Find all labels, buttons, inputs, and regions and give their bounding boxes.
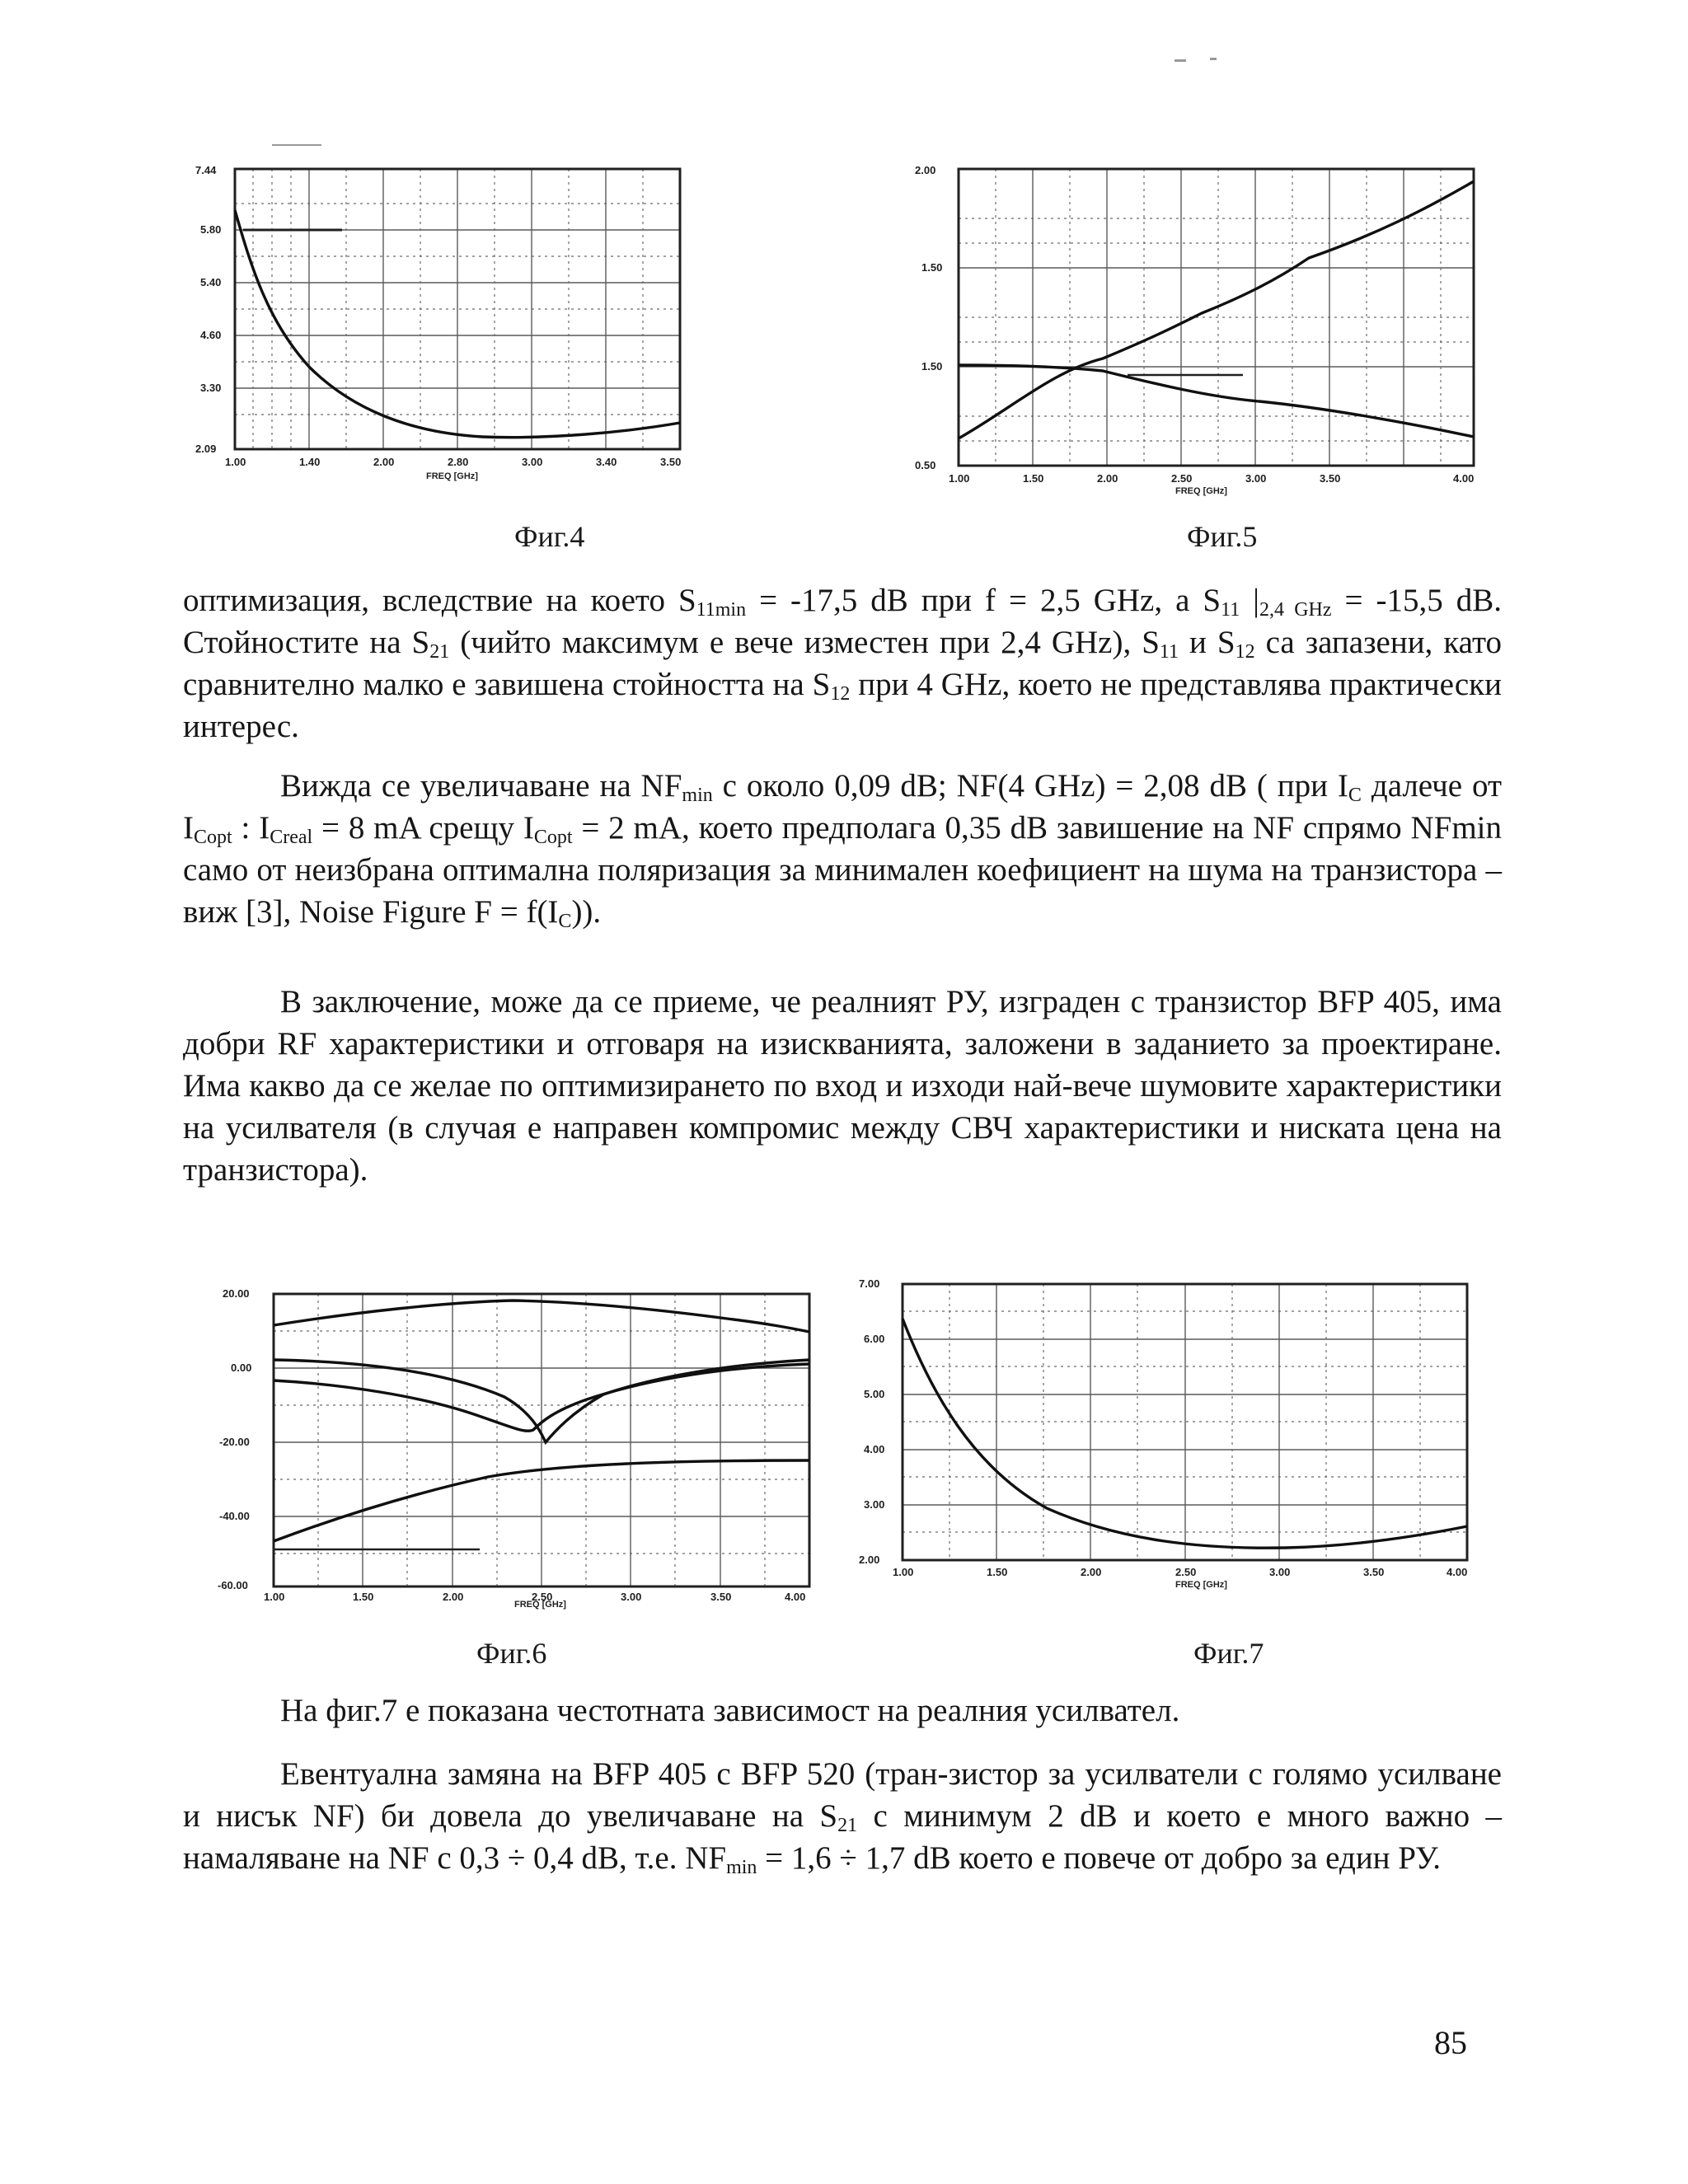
x-tick-label: 3.00: [1245, 472, 1267, 485]
y-tick-label: 5.40: [200, 276, 222, 288]
y-tick-label: 1.50: [921, 261, 943, 274]
x-tick-label: 3.50: [660, 456, 682, 468]
y-tick-label: 4.00: [864, 1443, 885, 1455]
x-tick-label: 4.00: [785, 1591, 806, 1603]
x-tick-label: 3.50: [1363, 1566, 1385, 1578]
x-tick-label: 3.00: [621, 1591, 642, 1603]
y-tick-label: 7.00: [859, 1277, 880, 1290]
scan-mark: [1210, 58, 1217, 60]
x-axis-label: FREQ [GHz]: [426, 471, 478, 481]
page-number: 85: [1434, 2024, 1467, 2061]
grid: [235, 169, 680, 449]
figure-4-caption: Фиг.4: [514, 520, 585, 553]
y-tick-label: -20.00: [219, 1436, 250, 1448]
y-tick-label: 3.30: [200, 382, 222, 394]
grid: [903, 1284, 1467, 1560]
x-tick-label: 1.50: [987, 1566, 1008, 1578]
x-axis-label: FREQ [GHz]: [514, 1600, 566, 1610]
y-tick-label: 2.09: [195, 443, 217, 455]
y-tick-label: 20.00: [223, 1287, 250, 1300]
paragraph-4: На фиг.7 е показана честотната зависимост на реалния усилвател.: [280, 1693, 1180, 1728]
x-tick-label: 2.00: [373, 456, 395, 468]
y-tick-label: 5.80: [200, 223, 222, 236]
figure-7-caption: Фиг.7: [1193, 1637, 1264, 1670]
x-tick-label: 2.50: [532, 1591, 553, 1603]
x-tick-label: 3.00: [522, 456, 543, 468]
x-tick-label: 2.00: [1097, 472, 1118, 485]
x-axis-label: FREQ [GHz]: [1175, 1580, 1227, 1590]
x-tick-label: 2.50: [1175, 1566, 1197, 1578]
y-tick-label: 7.44: [195, 164, 217, 176]
paragraph-2: Вижда се увеличаване на $NF_{min}$ с около 0,09 dB; NF(4 GHz) = 2,08 dB ( при $I_C$ далече от $I_{Copt}$ : $I_{Creal} = 8$ mA срещу $I_{Copt} = 2$ mA, което предполага 0,35 dB завишение на NF спрямо NFmin само от неизбрана оптимална поляризация за минимален коефициент на шума на транзистора – виж [3], Noise Figure $F = f(I_C)$).: [183, 768, 1503, 932]
y-tick-label: 4.60: [200, 329, 222, 341]
figure-7-plot: [857, 1277, 1484, 1607]
figure-5-plot: [913, 161, 1482, 507]
x-tick-label: 1.50: [353, 1591, 374, 1603]
x-tick-label: 2.50: [1171, 472, 1193, 485]
x-tick-label: 1.40: [299, 456, 321, 468]
figure-4: [194, 161, 688, 490]
paragraph-3: В заключение, може да се приеме, че реалният РУ, изграден с транзистор BFP 405, има добри RF характеристики и отговаря на изискванията, заложени в заданието за проектиране. Има какво да се желае по оптимизирането по вход и изходи най-вече шумовите характеристики на усилвателя (в случая е направен компромис между СВЧ характеристики и ниската цена на транзистора).: [183, 984, 1502, 1188]
scan-mark: [272, 144, 321, 146]
scan-mark: [1175, 59, 1186, 62]
x-tick-label: 3.50: [1320, 472, 1341, 485]
x-tick-label: 2.80: [448, 456, 469, 468]
y-tick-label: 3.00: [864, 1498, 885, 1511]
x-axis-label: FREQ [GHz]: [1175, 486, 1227, 496]
figure-5: [913, 161, 1482, 507]
y-tick-label: 6.00: [864, 1333, 885, 1345]
x-tick-label: 4.00: [1453, 472, 1475, 485]
y-tick-label: 2.00: [915, 164, 936, 176]
x-tick-label: 3.40: [596, 456, 617, 468]
x-tick-label: 3.50: [710, 1591, 732, 1603]
paragraph-1: оптимизация, вследствие на което $S_{11min} = -17,5$ dB при f = 2,5 GHz, а $S_{11}$ $|_{2,4 GHz} = -15,5$ dB. Стойностите на $S_{21}$ (чийто максимум е вече изместен при 2,4 GHz), $S_{11}$ и $S_{12}$ са запазени, като сравнително малко е завишена стойността на $S_{12}$ при 4 GHz, което не представлява практически интерес.: [183, 583, 1503, 744]
x-tick-label: 4.00: [1447, 1566, 1468, 1578]
x-tick-label: 1.00: [264, 1591, 285, 1603]
x-tick-label: 1.00: [949, 472, 970, 485]
y-tick-label: -40.00: [219, 1510, 250, 1522]
y-tick-label: 1.50: [921, 360, 943, 373]
x-tick-label: 1.00: [893, 1566, 914, 1578]
y-tick-label: 0.00: [231, 1361, 252, 1374]
x-tick-label: 1.50: [1023, 472, 1044, 485]
figure-6: [216, 1277, 818, 1610]
y-tick-label: -60.00: [218, 1579, 248, 1591]
figure-7: [857, 1277, 1484, 1607]
x-tick-label: 2.00: [443, 1591, 464, 1603]
figure-5-caption: Фиг.5: [1187, 520, 1258, 553]
y-tick-label: 2.00: [859, 1554, 880, 1566]
x-tick-label: 2.00: [1081, 1566, 1102, 1578]
figure-4-plot: [194, 161, 688, 490]
x-tick-label: 3.00: [1269, 1566, 1291, 1578]
curve-rising: [959, 181, 1474, 438]
x-tick-label: 1.00: [225, 456, 246, 468]
figure-6-caption: Фиг.6: [476, 1637, 547, 1670]
figure-6-plot: [216, 1277, 818, 1610]
y-tick-label: 0.50: [915, 459, 936, 471]
paragraph-5: Евентуална замяна на BFP 405 с BFP 520 (тран-зистор за усилватели с голямо усилване и нисък NF) би довела до увеличаване на $S_{21}$ с минимум 2 dB и което е много важно – намаляване на NF с 0,3 ÷ 0,4 dB, т.е. $NF_{min} = 1,6 \div 1,7$ dB което е повече от добро за един РУ.: [183, 1756, 1502, 1878]
y-tick-label: 5.00: [864, 1388, 885, 1400]
grid: [274, 1294, 809, 1586]
